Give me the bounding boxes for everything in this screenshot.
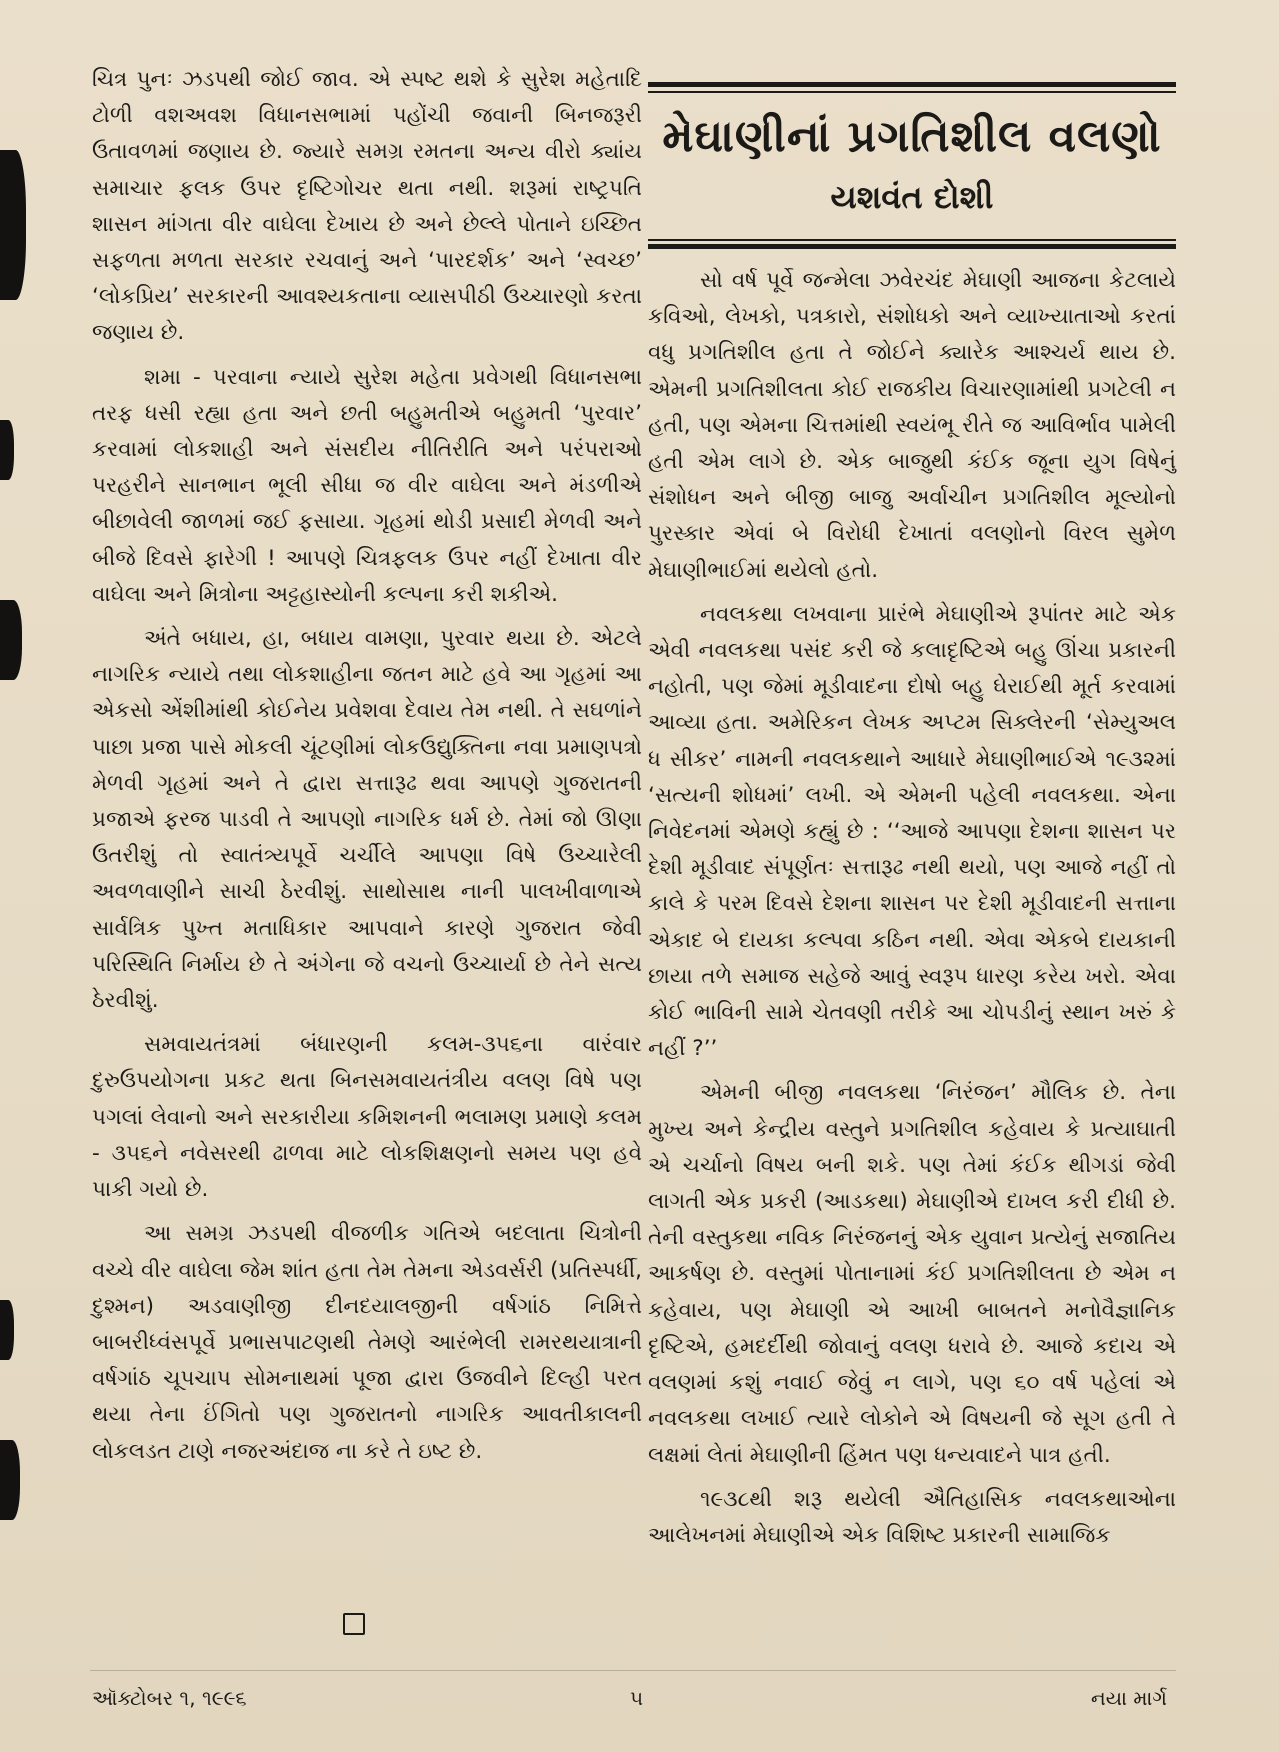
right-column [648, 82, 1176, 1562]
paragraph: ૧૯૩૮થી શરૂ થયેલી ઐતિહાસિક નવલકથાઓના આલેખનમાં મેઘાણીએ એક વિશિષ્ટ પ્રકારની સામાજિક [648, 1486, 1176, 1548]
page-number: ૫ [630, 1686, 644, 1710]
paragraph: નવલકથા લખવાના પ્રારંભે મેઘાણીએ રૂપાંતર માટે એક એવી નવલકથા પસંદ કરી જે કલાદૃષ્ટિએ બહુ ઊંચા પ્રકારની નહોતી, પણ જેમાં મૂડીવાદના દોષો બહુ ઘેરાઈથી મૂર્ત કરવામાં આવ્યા હતા. અમેરિકન લેખક અપ્ટમ સિક્લેરની ‘સેમ્યુઅલ ધ સીકર’ નામની નવલકથાને આધારે મેઘાણીભાઈએ ૧૯૩૨માં ‘સત્યની શોધમાં’ લખી. એ એમની પહેલી નવલકથા. એના નિવેદનમાં એમણે કહ્યું છે : ‘‘આજે આપણા દેશના શાસન પર દેશી મૂડીવાદ સંપૂર્ણતઃ સત્તારૂઢ નથી થયો, પણ આજે નહીં તો કાલે કે પરમ દિવસે દેશના શાસન પર દેશી મૂડીવાદની સત્તાના એકાદ બે દાયકા કલ્પવા કઠિન નથી. એવા એકબે દાયકાની છાયા તળે સમાજ સહેજે આવું સ્વરૂપ ધારણ કરેય ખરો. એવા કોઈ ભાવિની સામે ચેતવણી તરીકે આ ચોપડીનું સ્થાન ખરું કે નહીં ?’’ [648, 601, 1176, 1062]
paragraph: શમા - પરવાના ન્યાયે સુરેશ મહેતા પ્રવેગથી વિધાનસભા તરફ ધસી રહ્યા હતા અને છતી બહુમતીએ બહુમતી ‘પુરવાર’ કરવામાં લોકશાહી અને સંસદીય નીતિરીતિ અને પરંપરાઓ પરહરીને સાનભાન ભૂલી સીધા જ વીર વાઘેલા અને મંડળીએ બીછાવેલી જાળમાં જઈ ફસાયા. ગૃહમાં થોડી પ્રસાદી મેળવી અને બીજે દિવસે ફારેગી ! આપણે ચિત્રફલક ઉપર નહીં દેખાતા વીર વાઘેલા અને મિત્રોના અટ્ટહાસ્યોની કલ્પના કરી શકીએ. [92, 364, 642, 607]
author-rule [648, 239, 1176, 241]
page-edge-damage [0, 420, 14, 480]
title-rule [648, 82, 1176, 87]
paragraph: સો વર્ષ પૂર્વે જન્મેલા ઝવેરચંદ મેઘાણી આજના કેટલાયે કવિઓ, લેખકો, પત્રકારો, સંશોધકો અને વ્યાખ્યાતાઓ કરતાં વધુ પ્રગતિશીલ હતા તે જોઈને ક્યારેક આશ્ચર્ય થાય છે. એમની પ્રગતિશીલતા કોઈ રાજકીય વિચારણામાંથી પ્રગટેલી ન હતી, પણ એમના ચિત્તમાંથી સ્વયંભૂ રીતે જ આવિર્ભાવ પામેલી હતી એમ લાગે છે. એક બાજુથી કંઈક જૂના યુગ વિષેનું સંશોધન અને બીજી બાજુ અર્વાચીન પ્રગતિશીલ મૂલ્યોનો પુરસ્કાર એવાં બે વિરોધી દેખાતાં વલણોનો વિરલ સુમેળ મેઘાણીભાઈમાં થયેલો હતો. [648, 268, 1176, 583]
page-edge-damage [0, 600, 22, 680]
paragraph: સમવાયતંત્રમાં બંધારણની કલમ-૩૫૬ના વારંવાર દુરુઉપયોગના પ્રકટ થતા બિનસમવાયતંત્રીય વલણ વિષે પણ પગલાં લેવાનો અને સરકારીયા કમિશનની ભલામણ પ્રમાણે કલમ - ૩૫૬ને નવેસરથી ઢાળવા માટે લોકશિક્ષણનો સમય પણ હવે પાકી ગયો છે. [92, 1032, 642, 1203]
page-footer [0, 1680, 1279, 1716]
issue-date: ઑક્ટોબર ૧, ૧૯૯૬ [92, 1686, 247, 1710]
page-edge-damage [0, 150, 26, 300]
end-of-article-mark [343, 1613, 365, 1635]
footer-rule [90, 1670, 1176, 1671]
article-author: યશવંત દોશી [830, 178, 994, 216]
article-title: મેઘાણીનાં પ્રગતિશીલ વલણો [662, 111, 1162, 162]
paragraph: અંતે બધાય, હા, બધાય વામણા, પુરવાર થયા છે. એટલે નાગરિક ન્યાયે તથા લોકશાહીના જતન માટે હવે આ ગૃહમાં આ એકસો એંશીમાંથી કોઈનેય પ્રવેશવા દેવાય તેમ નથી. તે સઘળાંને પાછા પ્રજા પાસે મોકલી ચૂંટણીમાં લોકઉદ્યુક્તિના નવા પ્રમાણપત્રો મેળવી ગૃહમાં અને તે દ્વારા સત્તારૂઢ થવા આપણે ગુજરાતની પ્રજાએ ફરજ પાડવી તે આપણો નાગરિક ધર્મ છે. તેમાં જો ઊણા ઉતરીશું તો સ્વાતંત્ર્યપૂર્વે ચર્ચીલે આપણા વિષે ઉચ્ચારેલી અવળવાણીને સાચી ઠેરવીશું. સાથોસાથ નાની પાલખીવાળાએ સાર્વત્રિક પુખ્ત મતાધિકાર આપવાને કારણે ગુજરાત જેવી પરિસ્થિતિ નિર્માય છે તે અંગેના જે વચનો ઉચ્ચાર્યા છે તેને સત્ય ઠેરવીશું. [92, 626, 642, 1014]
author-rule [648, 244, 1176, 249]
left-column [92, 62, 642, 1478]
paragraph: આ સમગ્ર ઝડપથી વીજળીક ગતિએ બદલાતા ચિત્રોની વચ્ચે વીર વાઘેલા જેમ શાંત હતા તેમ તેમના એડવર્સરી (પ્રતિસ્પર્ધી, દુશ્મન) અડવાણીજી દીનદયાલજીની વર્ષગાંઠ નિમિત્તે બાબરીધ્વંસપૂર્વે પ્રભાસપાટણથી તેમણે આરંભેલી રામરથયાત્રાની વર્ષગાંઠ ચૂપચાપ સોમનાથમાં પૂજા દ્વારા ઉજવીને દિલ્હી પરત થયા તેના ઈંગિતો પણ ગુજરાતનો નાગરિક આવતીકાલની લોકલડત ટાણે નજરઅંદાજ ના કરે તે ઇષ્ટ છે. [92, 1221, 642, 1464]
paragraph: ચિત્ર પુનઃ ઝડપથી જોઈ જાવ. એ સ્પષ્ટ થશે કે સુરેશ મહેતાદિ ટોળી વશઅવશ વિધાનસભામાં પહોંચી જવાની બિનજરૂરી ઉતાવળમાં જણાય છે. જ્યારે સમગ્ર રમતના અન્ય વીરો ક્યાંય સમાચાર ફલક ઉપર દૃષ્ટિગોચર થતા નથી. શરૂમાં રાષ્ટ્રપતિ શાસન માંગતા વીર વાઘેલા દેખાય છે અને છેલ્લે પોતાને ઇચ્છિત સફળતા મળતા સરકાર રચવાનું અને ‘પારદર્શક’ અને ‘સ્વચ્છ’ ‘લોકપ્રિય’ સરકારની આવશ્યકતાના વ્યાસપીઠી ઉચ્ચારણો કરતા જણાય છે. [92, 67, 642, 346]
page-edge-damage [0, 1440, 20, 1520]
paragraph: એમની બીજી નવલકથા ‘નિરંજન’ મૌલિક છે. તેના મુખ્ય અને કેન્દ્રીય વસ્તુને પ્રગતિશીલ કહેવાય કે પ્રત્યાઘાતી એ ચર્ચાનો વિષય બની શકે. પણ તેમાં કંઈક થીગડાં જેવી લાગતી એક પ્રકરી (આડકથા) મેઘાણીએ દાખલ કરી દીધી છે. તેની વસ્તુકથા નવિક નિરંજનનું એક યુવાન પ્રત્યેનું સજાતિય આકર્ષણ છે. વસ્તુમાં પોતાનામાં કંઈ પ્રગતિશીલતા છે એમ ન કહેવાય, પણ મેઘાણી એ આખી બાબતને મનોવૈજ્ઞાનિક દૃષ્ટિએ, હમદર્દીથી જોવાનું વલણ ધરાવે છે. આજે કદાચ એ વલણમાં કશું નવાઈ જેવું ન લાગે, પણ ૬૦ વર્ષ પહેલાં એ નવલકથા લખાઈ ત્યારે લોકોને એ વિષયની જે સૂગ હતી તે લક્ષમાં લેતાં મેઘાણીની હિંમત પણ ધન્યવાદને પાત્ર હતી. [648, 1080, 1176, 1468]
page-edge-damage [0, 1300, 14, 1360]
title-rule [648, 91, 1176, 93]
publication-name: નયા માર્ગ [1090, 1686, 1167, 1710]
